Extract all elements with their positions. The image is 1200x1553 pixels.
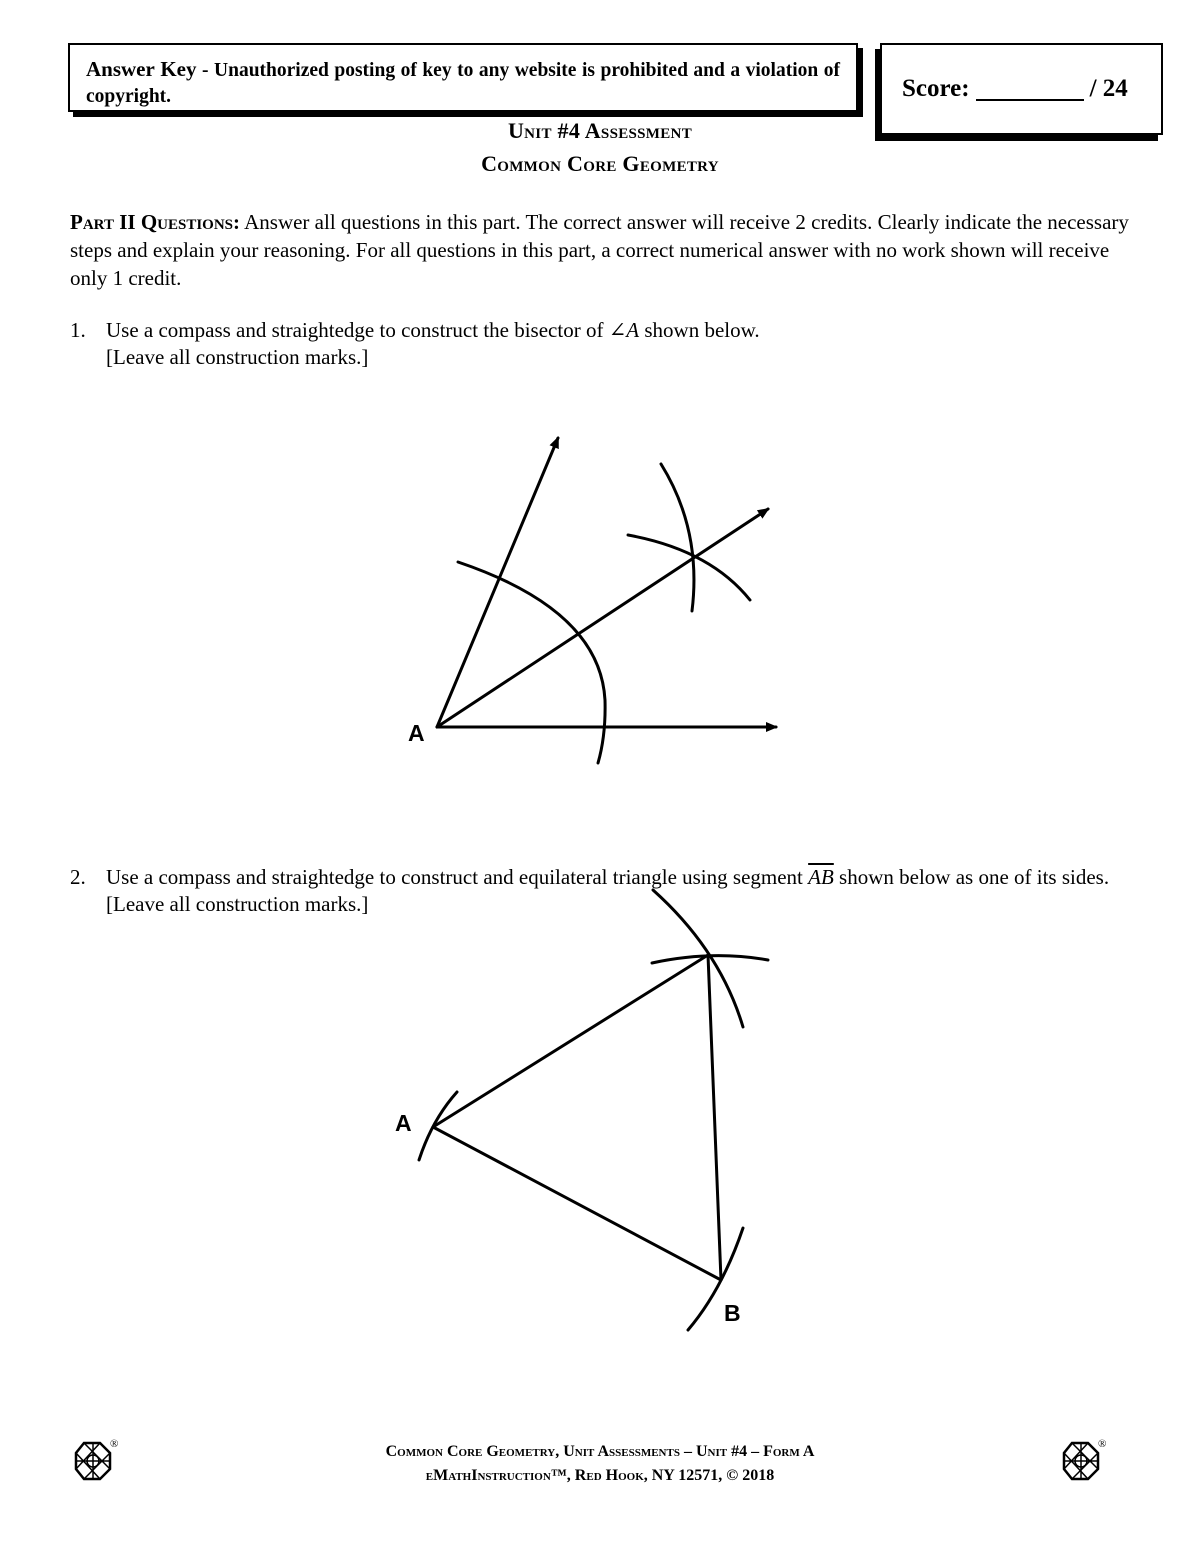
unit-title: Unit #4 Assessment	[507, 118, 692, 143]
compass-arc-main	[458, 562, 605, 763]
question-2-text: Use a compass and straightedge to construct and equilateral triangle using segment	[106, 865, 809, 889]
segment-ab-symbol: $\overline{AB}$	[808, 865, 834, 889]
score-total: / 24	[1089, 75, 1128, 102]
question-1-text: Use a compass and straightedge to construct the bisector of	[106, 318, 609, 342]
angle-a-symbol: ∠A	[608, 318, 640, 342]
segment-ab	[433, 1127, 721, 1280]
answer-key-rest: - Unauthorized posting of key to any website is prohibited and a violation of copyright.	[86, 60, 840, 107]
compass-arc-at-a	[419, 1092, 457, 1160]
answer-key-lead: Answer Key	[86, 57, 197, 81]
score-label: Score:	[902, 75, 970, 102]
angle-bisector-figure	[437, 438, 776, 763]
part-text: Answer all questions in this part. The correct answer will receive 2 credits. Clearly indicate the necessary steps and explain your reasoning. For all questions in this part, a correct numerical answer with no work shown will receive only 1 credit.	[70, 210, 1129, 290]
registered-mark-right: ®	[1098, 1438, 1107, 1450]
question-2-text-after: shown below as one of its sides. [Leave all construction marks.]	[106, 865, 1110, 916]
registered-mark-left: ®	[110, 1438, 119, 1450]
compass-arc-apex-1	[653, 890, 743, 1027]
bisector-ray	[437, 509, 768, 727]
question-1-line2: [Leave all construction marks.]	[106, 345, 369, 369]
angle-ray-upper	[437, 438, 558, 727]
course-title: Common Core Geometry	[481, 151, 719, 176]
equilateral-triangle-figure	[419, 890, 768, 1330]
compass-arc-apex-2	[652, 956, 768, 963]
point-label-b: B	[724, 1300, 741, 1326]
footer-line-1: Common Core Geometry, Unit Assessments – Unit #4 – Form A	[385, 1443, 815, 1460]
segment-a-apex	[433, 955, 708, 1127]
question-2-number: 2.	[70, 865, 86, 889]
page-footer	[0, 1440, 1200, 1488]
footer-line-2: eMathInstruction™, Red Hook, NY 12571, © 2018	[425, 1467, 775, 1484]
question-1-text-after: shown below.	[639, 318, 760, 342]
compass-arc-intersect-1	[661, 464, 694, 611]
question-1-number: 1.	[70, 318, 86, 342]
vertex-label-a: A	[408, 720, 425, 746]
segment-apex-b	[708, 955, 721, 1280]
part-label: Part II Questions:	[70, 210, 241, 234]
point-label-a: A	[395, 1110, 412, 1136]
